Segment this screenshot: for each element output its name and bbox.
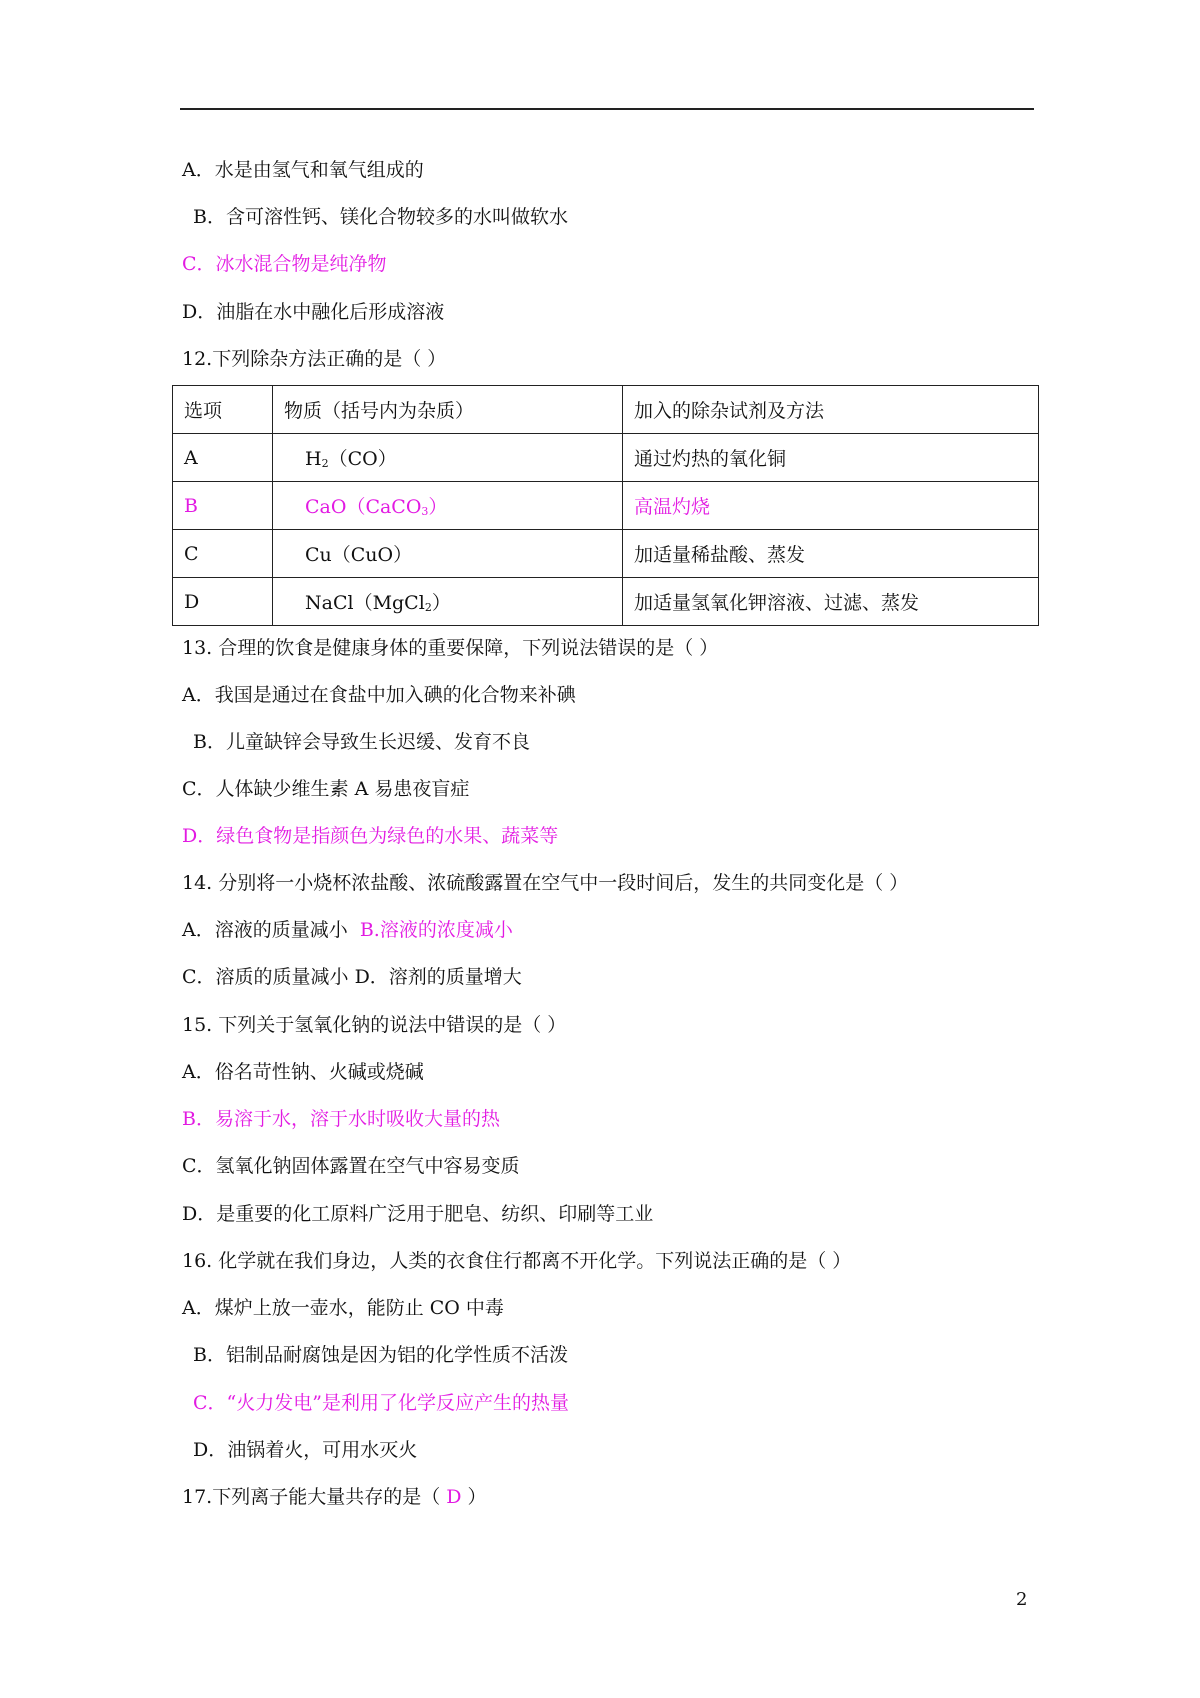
row-method: 高温灼烧: [623, 482, 1039, 530]
header-method: 加入的除杂试剂及方法: [623, 386, 1039, 434]
q11-option-b: B．含可溶性钙、镁化合物较多的水叫做软水: [193, 206, 568, 228]
q16-stem: 16. 化学就在我们身边，人类的衣食住行都离不开化学。下列说法正确的是（ ）: [182, 1250, 852, 1272]
q17-answer: D: [446, 1486, 462, 1508]
q11-option-a: A．水是由氢气和氧气组成的: [182, 159, 424, 181]
q14-options-line1: [182, 918, 513, 942]
q15-option-b-answer: B．易溶于水，溶于水时吸收大量的热: [182, 1108, 500, 1130]
q14-options-line2: C．溶质的质量减小 D．溶剂的质量增大: [182, 966, 522, 988]
q14-option-b-answer: B.溶液的浓度减小: [359, 919, 513, 941]
row-substance: NaCl（MgCl$_2$）: [273, 578, 623, 626]
q15-option-d: D．是重要的化工原料广泛用于肥皂、纺织、印刷等工业: [182, 1203, 654, 1225]
q16-option-a: A．煤炉上放一壶水，能防止 CO 中毒: [182, 1297, 504, 1319]
q15-stem: 15. 下列关于氢氧化钠的说法中错误的是（ ）: [182, 1014, 567, 1036]
q14-option-a: A．溶液的质量减小: [182, 919, 348, 941]
q16-option-c-answer: C．“火力发电”是利用了化学反应产生的热量: [193, 1392, 569, 1414]
q16-option-d: D．油锅着火，可用水灭火: [193, 1439, 418, 1461]
q17-stem: 17.下列离子能大量共存的是（ D ）: [182, 1486, 487, 1508]
table-row: [173, 530, 1039, 578]
q15-option-a: A．俗名苛性钠、火碱或烧碱: [182, 1061, 424, 1083]
row-option: C: [173, 530, 273, 578]
q14-stem: 14. 分别将一小烧杯浓盐酸、浓硫酸露置在空气中一段时间后，发生的共同变化是（ ）: [182, 872, 909, 894]
table-header-row: [173, 386, 1039, 434]
page-number: 2: [1016, 1589, 1028, 1610]
table-row: [173, 578, 1039, 626]
header-rule: [180, 108, 1034, 110]
row-method: 加适量氢氧化钾溶液、过滤、蒸发: [623, 578, 1039, 626]
row-substance: Cu（CuO）: [273, 530, 623, 578]
q11-option-d: D．油脂在水中融化后形成溶液: [182, 301, 445, 323]
row-substance: $H_2(CO)$: [273, 434, 623, 482]
q12-table: [172, 385, 1039, 626]
q12-stem: 12.下列除杂方法正确的是（ ）: [182, 348, 447, 370]
row-method: 加适量稀盐酸、蒸发: [623, 530, 1039, 578]
table-row: [173, 434, 1039, 482]
q13-option-d-answer: D．绿色食物是指颜色为绿色的水果、蔬菜等: [182, 825, 559, 847]
row-method: 通过灼热的氧化铜: [623, 434, 1039, 482]
q13-option-a: A．我国是通过在食盐中加入碘的化合物来补碘: [182, 684, 576, 706]
q11-option-c-answer: C．冰水混合物是纯净物: [182, 253, 387, 275]
q13-stem: 13. 合理的饮食是健康身体的重要保障，下列说法错误的是（ ）: [182, 637, 719, 659]
row-option: B: [173, 482, 273, 530]
row-option: A: [173, 434, 273, 482]
q13-option-b: B．儿童缺锌会导致生长迟缓、发育不良: [193, 731, 530, 753]
header-option: 选项: [173, 386, 273, 434]
q13-option-c: C．人体缺少维生素 A 易患夜盲症: [182, 778, 470, 800]
table-row-answer: [173, 482, 1039, 530]
q16-option-b: B．铝制品耐腐蚀是因为铝的化学性质不活泼: [193, 1344, 568, 1366]
header-substance: 物质（括号内为杂质）: [273, 386, 623, 434]
q15-option-c: C．氢氧化钠固体露置在空气中容易变质: [182, 1155, 520, 1177]
row-option: D: [173, 578, 273, 626]
row-substance: CaO（CaCO$_3$）: [273, 482, 623, 530]
